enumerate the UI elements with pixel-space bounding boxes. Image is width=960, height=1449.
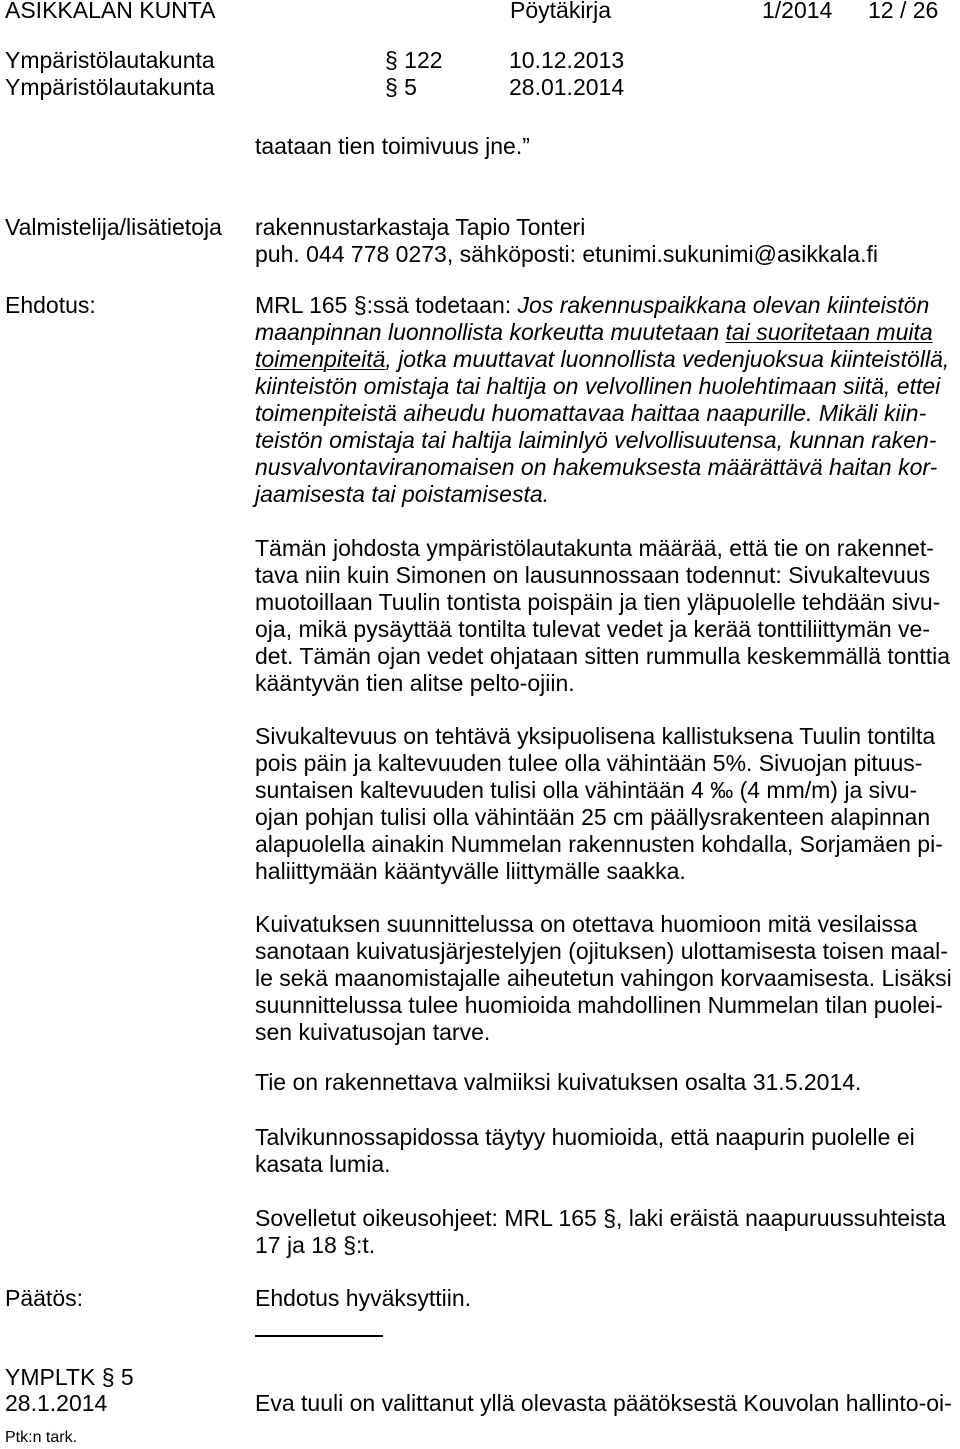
applied-legal-provisions: [255, 1205, 946, 1259]
text-line: suunnittelussa tulee huomioida mahdollinen Nummelan tilan puolei-: [255, 992, 943, 1018]
text-line: 17 ja 18 §:t.: [255, 1232, 376, 1258]
text-line: teistön omistaja tai haltija laiminlyö velvollisuutensa, kunnan raken-: [255, 427, 937, 453]
proposal-paragraph: [255, 1124, 915, 1178]
text-line: kääntyvän tien alitse pelto-ojiin.: [255, 670, 575, 696]
text-line: toimenpiteistä aiheudu huomattavaa haittaa naapurille. Mikäli kiin-: [255, 400, 927, 426]
preparer-contact: puh. 044 778 0273, sähköposti: etunimi.sukunimi@asikkala.fi: [255, 241, 878, 267]
proposal-paragraph: [255, 911, 952, 1046]
continuation-text: taataan tien toimivuus jne.”: [255, 133, 530, 159]
text-line: sanotaan kuivatusjärjestelyjen (ojituksen) ulottamisesta toisen maal-: [255, 938, 948, 964]
text-line: Talvikunnossapidossa täytyy huomioida, että naapurin puolelle ei: [255, 1124, 915, 1150]
quoted-law-text: maanpinnan luonnollista korkeutta muutetaan: [255, 319, 726, 345]
decision-text: Ehdotus hyväksyttiin.: [255, 1285, 472, 1311]
text-line: kiinteistön omistaja tai haltija on velvollinen huolehtimaan siitä, ettei: [255, 373, 941, 399]
text-line: nusvalvontaviranomaisen on hakemuksesta määrättävä haitan kor-: [255, 454, 938, 480]
appeal-note: Eva tuuli on valittanut yllä olevasta päätöksestä Kouvolan hallinto-oi-: [255, 1390, 952, 1416]
document-number: 1/2014: [762, 0, 833, 23]
meeting-body: Ympäristölautakunta: [5, 74, 215, 100]
text-line: Tämän johdosta ympäristölautakunta määrää, että tie on rakennet-: [255, 535, 934, 561]
separator-rule: [255, 1335, 383, 1337]
meeting-date: 28.01.2014: [509, 74, 625, 100]
text-line: det. Tämän ojan vedet ohjataan sitten rummulla keskemmällä tonttia: [255, 643, 951, 669]
text-line: [255, 346, 949, 373]
text-line: pois päin ja kaltevuuden tulee olla vähintään 5%. Sivuojan pituus-: [255, 750, 923, 776]
meeting-section: § 122: [385, 47, 443, 73]
followup-reference: YMPLTK § 5: [5, 1364, 134, 1390]
preparer-info: [255, 214, 878, 268]
meeting-body: Ympäristölautakunta: [5, 47, 215, 73]
preparer-name: rakennustarkastaja Tapio Tonteri: [255, 214, 586, 240]
text-line: alapuolella ainakin Nummelan rakennusten kohdalla, Sorjamäen pi-: [255, 831, 943, 857]
text-line: Sivukaltevuus on tehtävä yksipuolisena kallistuksena Tuulin tontilta: [255, 723, 936, 749]
meeting-date: 10.12.2013: [509, 47, 625, 73]
text-line: Tie on rakennettava valmiiksi kuivatuksen osalta 31.5.2014.: [255, 1069, 862, 1095]
quoted-law-text: , jotka muuttavat luonnollista vedenjuoksua kiinteistöllä,: [385, 346, 950, 372]
proposal-paragraph: [255, 723, 943, 885]
text-line: kasata lumia.: [255, 1151, 391, 1177]
proposal-paragraph: [255, 1069, 861, 1096]
text-line: muotoillaan Tuulin tontista poispäin ja tien yläpuolelle tehdään sivu-: [255, 589, 941, 615]
quoted-law-text: Jos rakennuspaikkana olevan kiinteistön: [517, 292, 930, 318]
text-line: tava niin kuin Simonen on lausunnossaan todennut: Sivukaltevuus: [255, 562, 931, 588]
decision-label: Päätös:: [5, 1285, 83, 1311]
text-segment: MRL 165 §:ssä todetaan:: [255, 292, 518, 318]
text-line: haliittymään kääntyvälle liittymälle saakka.: [255, 858, 686, 884]
text-line: [255, 319, 949, 346]
text-line: Kuivatuksen suunnittelussa on otettava huomioon mitä vesilaissa: [255, 911, 918, 937]
text-line: le sekä maanomistajalle aiheutetun vahingon korvaamisesta. Lisäksi: [255, 965, 952, 991]
page-number: 12 / 26: [868, 0, 939, 23]
document-type: Pöytäkirja: [510, 0, 611, 23]
quoted-law-underlined: tai suoritetaan muita: [725, 319, 933, 345]
followup-date: 28.1.2014: [5, 1390, 108, 1416]
minutes-checker-label: Ptk:n tark.: [5, 1429, 78, 1446]
preparer-label: Valmistelija/lisätietoja: [5, 214, 222, 240]
text-line: oja, mikä pysäyttää tontilta tulevat vedet ja kerää tonttiliittymän ve-: [255, 616, 930, 642]
proposal-paragraph: [255, 535, 950, 697]
quoted-law-underlined: toimenpiteitä: [255, 346, 386, 372]
organization-name: ASIKKALAN KUNTA: [5, 0, 216, 23]
text-line: suntaisen kaltevuuden tulisi olla vähintään 4 ‰ (4 mm/m) ja sivu-: [255, 777, 918, 803]
text-line: ojan pohjan tulisi olla vähintään 25 cm päällysrakenteen alapinnan: [255, 804, 931, 830]
text-line: jaamisesta tai poistamisesta.: [255, 481, 550, 507]
meeting-section: § 5: [385, 74, 417, 100]
text-line: Sovelletut oikeusohjeet: MRL 165 §, laki eräistä naapuruussuhteista: [255, 1205, 946, 1231]
legal-quote-paragraph: [255, 292, 949, 508]
proposal-label: Ehdotus:: [5, 292, 96, 318]
text-line: [255, 292, 949, 319]
text-line: sen kuivatusojan tarve.: [255, 1019, 491, 1045]
